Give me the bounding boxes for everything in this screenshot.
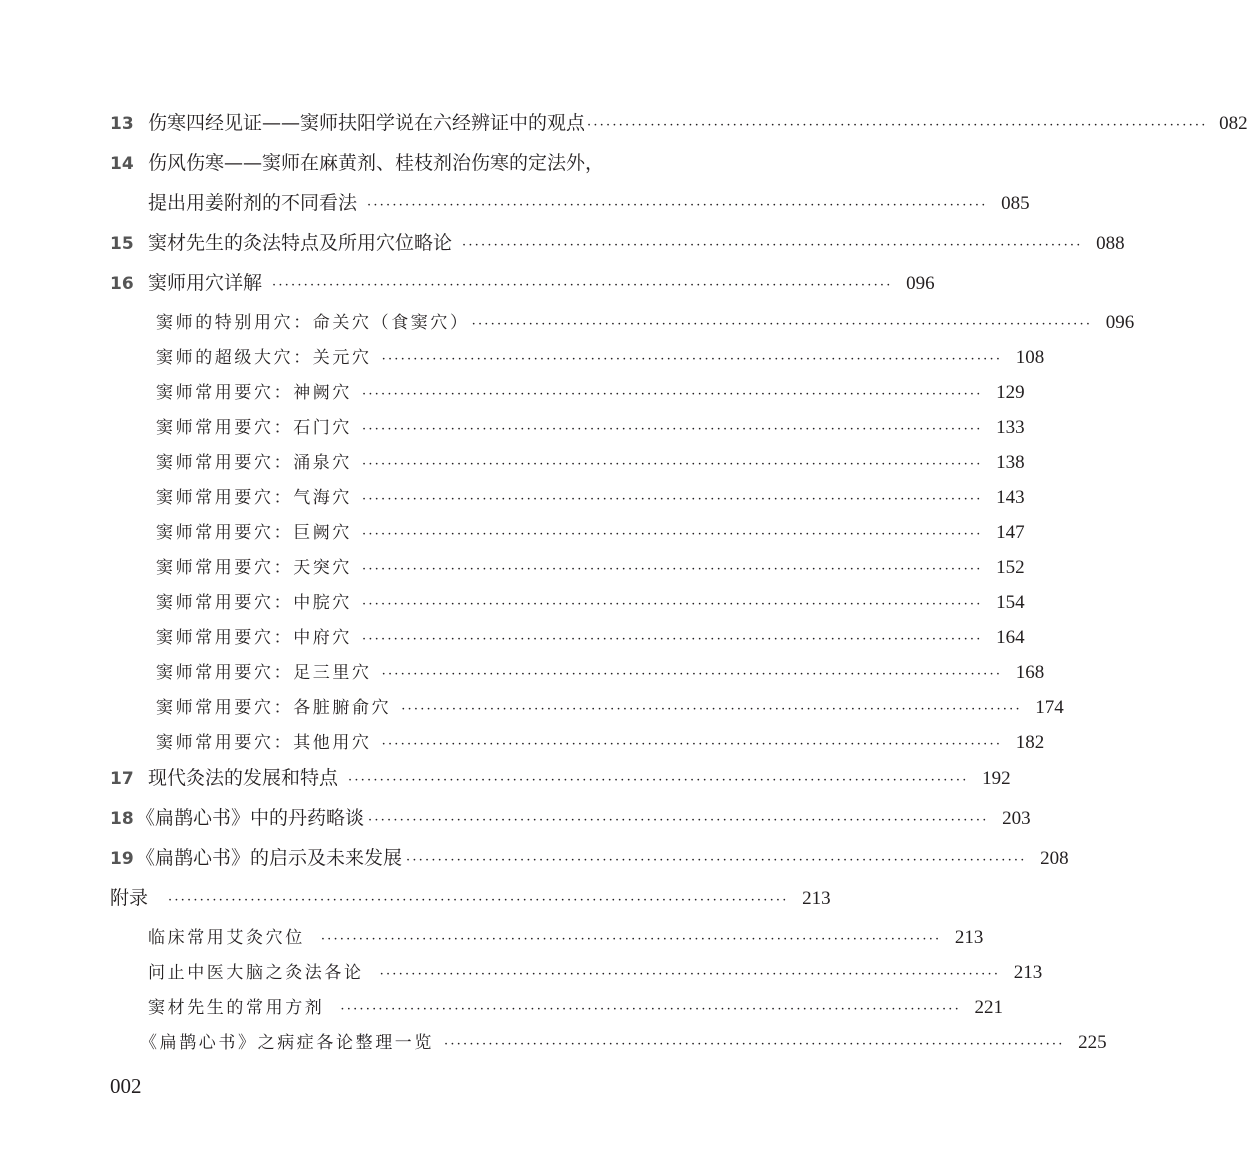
leader-dots: ·································································································· xyxy=(471,317,1093,332)
entry-title: 窦师常用要穴：涌泉穴 xyxy=(156,453,352,473)
entry-title: 问止中医大脑之灸法各论 xyxy=(148,963,364,983)
entry-number: 15 xyxy=(110,234,134,254)
toc-entry[interactable] xyxy=(110,763,1011,790)
toc-appendix[interactable] xyxy=(110,883,831,910)
entry-page: 192 xyxy=(982,768,1011,789)
entry-title: 窦师常用要穴：中府穴 xyxy=(156,628,352,648)
entry-page: 213 xyxy=(1013,962,1043,983)
leader-dots: ·································································································· xyxy=(381,667,1003,682)
entry-page: 164 xyxy=(996,627,1025,648)
entry-title: 窦师常用要穴：神阙穴 xyxy=(156,383,352,403)
leader-dots: ·································································································· xyxy=(462,238,1083,253)
toc-subentry[interactable] xyxy=(110,553,1025,579)
entry-title: 窦师用穴详解 xyxy=(148,272,263,294)
entry-page: 129 xyxy=(996,382,1025,403)
entry-page: 168 xyxy=(1015,662,1045,683)
toc-subentry[interactable] xyxy=(110,483,1025,509)
entry-title: 提出用姜附剂的不同看法 xyxy=(148,192,358,214)
leader-dots: ·································································································· xyxy=(362,457,983,472)
entry-title: 窦师常用要穴：各脏腑俞穴 xyxy=(156,698,392,718)
toc-subentry[interactable] xyxy=(110,623,1025,649)
entry-title: 临床常用艾灸穴位 xyxy=(148,928,305,948)
leader-dots: ·································································································· xyxy=(362,632,983,647)
entry-title: 《扁鹊心书》的启示及未来发展 xyxy=(136,847,403,869)
leader-dots: ·································································································· xyxy=(168,893,789,908)
entry-title: 窦师常用要穴：石门穴 xyxy=(156,418,352,438)
leader-dots: ·································································································· xyxy=(362,422,983,437)
leader-dots: ·································································································· xyxy=(348,773,969,788)
toc-subentry[interactable] xyxy=(110,923,984,949)
entry-title: 窦师常用要穴：其他用穴 xyxy=(156,733,372,753)
entry-page: 152 xyxy=(996,557,1025,578)
toc-subentry[interactable] xyxy=(110,308,1135,334)
entry-title: 窦材先生的常用方剂 xyxy=(148,998,325,1018)
toc-subentry[interactable] xyxy=(110,448,1025,474)
entry-title: 窦师的特别用穴：命关穴（食窦穴） xyxy=(156,313,470,333)
leader-dots: ·································································································· xyxy=(362,562,983,577)
entry-page: 108 xyxy=(1015,347,1045,368)
entry-page: 213 xyxy=(954,927,984,948)
entry-title: 伤风伤寒——窦师在麻黄剂、桂枝剂治伤寒的定法外， xyxy=(148,152,605,174)
toc-subentry[interactable] xyxy=(110,993,1003,1019)
entry-title: 现代灸法的发展和特点 xyxy=(148,767,339,789)
entry-page: 221 xyxy=(974,997,1003,1018)
toc-subentry[interactable] xyxy=(110,693,1064,719)
leader-dots: ·································································································· xyxy=(340,1002,961,1017)
leader-dots: ·································································································· xyxy=(362,387,983,402)
entry-page: 082 xyxy=(1219,113,1248,134)
entry-title: 《扁鹊心书》中的丹药略谈 xyxy=(136,807,365,829)
toc-subentry[interactable] xyxy=(110,518,1025,544)
leader-dots: ·································································································· xyxy=(362,527,983,542)
toc-subentry[interactable] xyxy=(110,413,1025,439)
leader-dots: ·································································································· xyxy=(272,278,893,293)
toc-subentry[interactable] xyxy=(110,343,1045,369)
entry-number: 17 xyxy=(110,769,134,789)
toc-entry[interactable] xyxy=(110,148,686,175)
leader-dots: ·································································································· xyxy=(381,737,1003,752)
toc-entry[interactable] xyxy=(110,108,1248,135)
leader-dots: ·································································································· xyxy=(444,1037,1065,1052)
entry-title: 窦师常用要穴：气海穴 xyxy=(156,488,352,508)
entry-page: 174 xyxy=(1035,697,1064,718)
entry-page: 154 xyxy=(996,592,1025,613)
entry-page: 096 xyxy=(1105,312,1135,333)
toc-entry[interactable] xyxy=(110,228,1125,255)
toc-subentry[interactable] xyxy=(110,378,1025,404)
leader-dots: ·································································································· xyxy=(362,492,983,507)
entry-title: 窦师常用要穴：中脘穴 xyxy=(156,593,352,613)
entry-page: 182 xyxy=(1015,732,1045,753)
leader-dots: ·································································································· xyxy=(381,352,1003,367)
toc-subentry[interactable] xyxy=(110,658,1045,684)
toc-entry[interactable] xyxy=(110,803,1031,830)
entry-page: 208 xyxy=(1040,848,1069,869)
leader-dots: ·································································································· xyxy=(401,702,1022,717)
toc-subentry[interactable] xyxy=(110,1028,1107,1054)
entry-title: 窦师的超级大穴：关元穴 xyxy=(156,348,372,368)
entry-page: 088 xyxy=(1096,233,1125,254)
entry-page: 213 xyxy=(802,888,831,909)
leader-dots: ·································································································· xyxy=(320,932,942,947)
entry-page: 143 xyxy=(996,487,1025,508)
leader-dots: ·································································································· xyxy=(587,118,1208,133)
entry-page: 147 xyxy=(996,522,1025,543)
toc-subentry[interactable] xyxy=(110,728,1045,754)
entry-number: 14 xyxy=(110,154,134,174)
entry-page: 203 xyxy=(1002,808,1031,829)
leader-dots: ·································································································· xyxy=(362,597,983,612)
entry-title: 窦师常用要穴：天突穴 xyxy=(156,558,352,578)
toc-subentry[interactable] xyxy=(110,958,1043,984)
entry-number: 16 xyxy=(110,274,134,294)
leader-dots: ·································································································· xyxy=(406,853,1027,868)
toc-subentry[interactable] xyxy=(110,588,1025,614)
entry-page: 085 xyxy=(1001,193,1030,214)
entry-title: 窦材先生的灸法特点及所用穴位略论 xyxy=(148,232,453,254)
entry-title: 伤寒四经见证——窦师扶阳学说在六经辨证中的观点 xyxy=(148,112,586,134)
toc-entry[interactable] xyxy=(110,268,935,295)
entry-page: 096 xyxy=(906,273,935,294)
entry-title: 窦师常用要穴：足三里穴 xyxy=(156,663,372,683)
leader-dots: ·································································································· xyxy=(368,813,989,828)
entry-number: 19 xyxy=(110,849,134,869)
entry-title: 窦师常用要穴：巨阙穴 xyxy=(156,523,352,543)
entry-page: 138 xyxy=(996,452,1025,473)
entry-number: 18 xyxy=(110,809,134,829)
entry-title: 《扁鹊心书》之病症各论整理一览 xyxy=(140,1033,434,1053)
toc-entry[interactable] xyxy=(110,188,1030,215)
entry-title: 附录 xyxy=(110,887,149,909)
entry-page: 133 xyxy=(996,417,1025,438)
page-number: 002 xyxy=(110,1074,142,1098)
toc-entry[interactable] xyxy=(110,843,1069,870)
leader-dots: ·································································································· xyxy=(367,198,988,213)
entry-number: 13 xyxy=(110,114,134,134)
leader-dots: ·································································································· xyxy=(379,967,1001,982)
entry-page: 225 xyxy=(1078,1032,1107,1053)
